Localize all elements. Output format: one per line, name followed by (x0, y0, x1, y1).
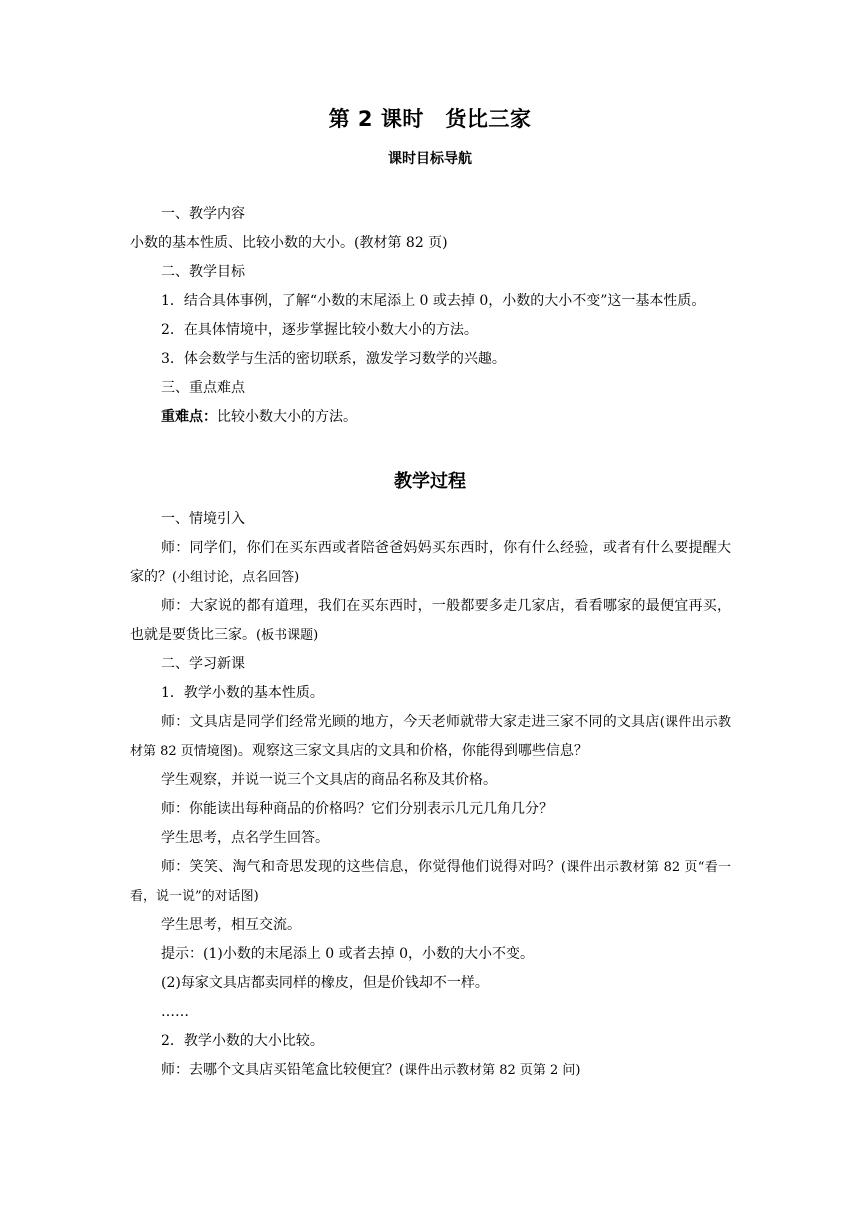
paragraph-11-text: 师：去哪个文具店买铅笔盒比较便宜？ (161, 1062, 399, 1078)
paragraph-6: 学生思考，点名学生回答。 (161, 830, 329, 846)
keypoint-label: 重难点： (161, 409, 217, 425)
goals-heading: 二、教学目标 (161, 264, 245, 280)
paragraph-8: 学生思考，相互交流。 (161, 917, 301, 933)
paragraph-7-note: (课件出示教材第 82 页“看一看，说一说”的对话图) (130, 860, 732, 904)
paragraph-7 (130, 853, 731, 911)
subheading-1: 1．教学小数的基本性质。 (161, 685, 324, 701)
paragraph-3-note: (课件出示教材第 82 页情境图) (130, 715, 731, 759)
new-lesson-heading: 二、学习新课 (161, 656, 245, 672)
content-text: 小数的基本性质、比较小数的大小。(教材第 82 页) (130, 235, 448, 251)
objectives-section (130, 200, 731, 432)
paragraph-3 (130, 708, 731, 766)
goal-item-2: 2．在具体情境中，逐步掌握比较小数大小的方法。 (161, 322, 478, 338)
paragraph-5: 师：你能读出每种商品的价格吗？它们分别表示几元几角几分？ (161, 801, 553, 817)
paragraph-1 (130, 534, 731, 592)
process-title: 教学过程 (394, 471, 466, 492)
goal-item-3: 3．体会数学与生活的密切联系，激发学习数学的兴趣。 (161, 351, 506, 367)
lesson-title: 第 2 课时 货比三家 (328, 107, 532, 131)
paragraph-2-text: 师：大家说的都有道理，我们在买东西时，一般都要多走几家店，看看哪家的最便宜再买，也就是要货比三家。 (130, 598, 731, 643)
paragraph-1-note: (小组讨论，点名回答) (172, 570, 300, 585)
ellipsis: …… (161, 1004, 189, 1020)
paragraph-4: 学生观察，并说一说三个文具店的商品名称及其价格。 (161, 772, 497, 788)
paragraph-7-text: 师：笑笑、淘气和奇思发现的这些信息，你觉得他们说得对吗？ (161, 859, 561, 875)
paragraph-2-note: (板书课题) (256, 628, 319, 643)
keypoint-paragraph (130, 403, 731, 432)
process-section (130, 505, 731, 1085)
paragraph-3-text-b: 。观察这三家文具店的文具和价格，你能得到哪些信息？ (237, 743, 588, 759)
goal-item-1: 1．结合具体事例，了解“小数的末尾添上 0 或去掉 0，小数的大小不变”这一基本性质。 (161, 293, 706, 309)
paragraph-11-note: (课件出示教材第 82 页第 2 问) (399, 1063, 581, 1078)
paragraph-9: 提示：(1)小数的末尾添上 0 或者去掉 0，小数的大小不变。 (161, 946, 534, 962)
paragraph-1-text: 师：同学们，你们在买东西或者陪爸爸妈妈买东西时，你有什么经验，或者有什么要提醒大家的？ (130, 540, 731, 585)
keypoint-text: 比较小数大小的方法。 (217, 409, 357, 425)
paragraph-3-text-a: 师：文具店是同学们经常光顾的地方，今天老师就带大家走进三家不同的文具店 (161, 714, 660, 730)
content-heading: 一、教学内容 (161, 206, 245, 222)
lesson-subtitle: 课时目标导航 (388, 151, 472, 167)
intro-heading: 一、情境引入 (161, 511, 245, 527)
paragraph-10: (2)每家文具店都卖同样的橡皮，但是价钱却不一样。 (161, 975, 489, 991)
keypoints-heading: 三、重点难点 (161, 380, 245, 396)
subheading-2: 2．教学小数的大小比较。 (161, 1033, 324, 1049)
paragraph-2 (130, 592, 731, 650)
paragraph-11 (130, 1056, 731, 1085)
